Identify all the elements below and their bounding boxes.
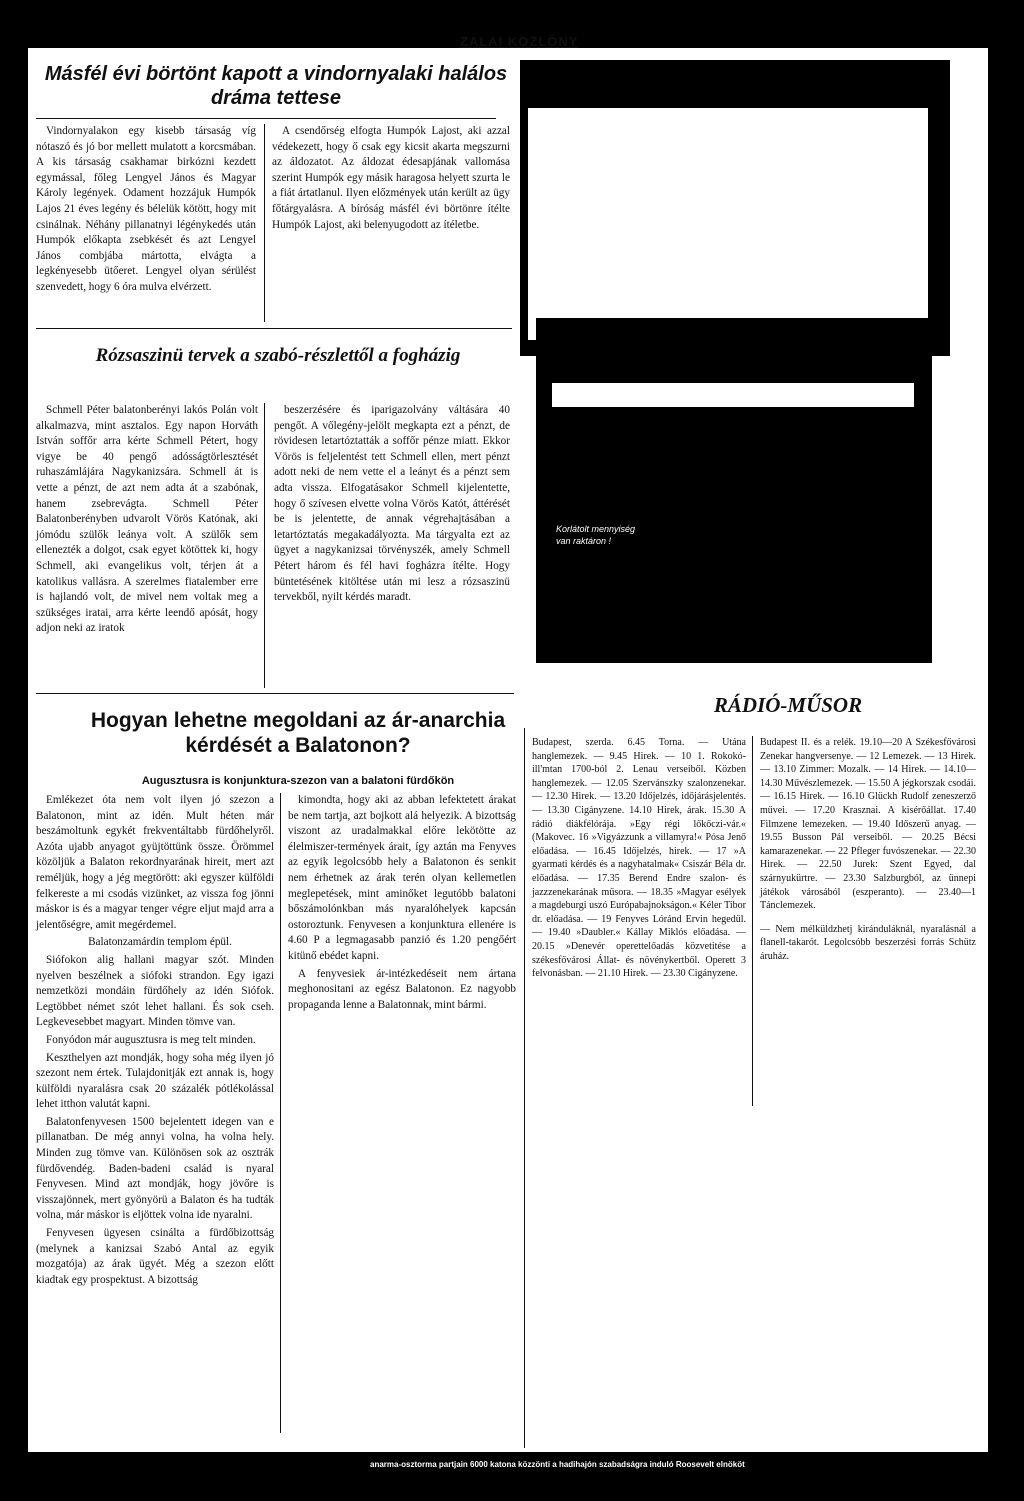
article1-title: Másfél évi börtönt kapott a vindornyalaki halálos dráma tettese: [44, 63, 508, 109]
article1-col1: [36, 124, 256, 298]
newspaper-page: [28, 34, 988, 1468]
radio-text2: Budapest II. és a relék. 19.10—20 A Székesfővárosi Zenekar hangversenye. — 12 Lemezek. — 13 Hirek. — 13.10 Zimmer: Mozalk. — 14 Hirek. — 14.10—14.30 Művészlemezek. — 15.50 A jégkorszak csodái. — 16.15 Hirek. — 16.10 Glückh Rudolf zeneszerző művei. — 17.20 Krasznai. A kisérőállat. 17.40 Filmzene lemezeken. — 19.40 Időszerű anyag. — 19.55 Busson Pál verseiből. — 20.25 Bécsi kamarazenekar. — 22 Pfleger fuvószenekar. — 22.30 Hirek. — 22.50 Jurek: Szent Egyed, dal szárnyukürtre. — 23.30 Salzburgból, az ünnepi játékok városából (eszperanto). — 23.40—1 Tánclemezek.: [760, 737, 976, 912]
radio-note: — Nem mélküldzhetj kiránduláknál, nyaralásnál a flanell-takarót. Legolcsóbb beszerzési forrás Schütz áruház.: [760, 923, 976, 962]
article1-col2: [272, 124, 510, 235]
radio-title: RÁDIÓ-MŰSOR: [713, 693, 863, 717]
article3-text1e: Balatonfenyvesen 1500 bejelentett idegen van e pillanatban. De még annyi volna, ha volna hely. Minden zug tömve van. Különösen sok az osztrák fürdővendég. Baden-badeni család is nyaral Fenyvesen. Mind azt mondják, hogy jövőre is visszajönnek, mert gyönyörü a Balaton és ha tudták volna, már máskor is eljöttek volna ide nyaralni.: [36, 1115, 274, 1222]
divider: [264, 403, 265, 688]
article3-text1f: Fenyvesen ügyesen csinálta a fürdőbizottság (melynek a kanizsai Szabó Antal az egyik mozgatója) az árak ügyét. Még a szezon előtt kiadtak egy prospektust. A bizottság: [36, 1227, 274, 1286]
ad-text-line1: Korlátolt mennyiség: [556, 524, 636, 534]
article3-text1b: Siófokon alig hallani magyar szót. Minden nyelven beszélnek a siófoki strandon. Egy igazi nemzetközi mondáin fürdőhely az idén Siófok. Legtöbbet német szót lehet hallani. És sok cseh. Legkevesebbet magyart. Minden tömve van.: [36, 953, 274, 1029]
article3-text1c: Fonyódon már augusztusra is meg telt minden.: [46, 1033, 256, 1046]
article2-col1: [36, 403, 258, 639]
radio-text1: Budapest, szerda. 6.45 Torna. — Utána hanglemezek. — 9.45 Hirek. — 10 1. Rokokó-ill'mtan 1700-ból 2. Lenau verseiből. Közben hanglemezek. — 12.05 Szervánszky szalonzenekar. — 12.30 Hirek. — 13.20 Időjelzés, időjárásjelentés. — 13.30 Cigányzene. 14.10 Hirek, árak. 15.30 A rádió diákfélórája. »Egy régi lőkőczi-vár.« (Makovec. 16 »Vigyázzunk a villamyra!« Pósa Jenő előadása. — 16.45 Időjelzés, hirek. — 17 »A gyarmati kérdés és a nagyhatalmak« Csiszár Béla dr. előadása. — 17.35 Berend Endre szalon- és jazzzenekarának műsora. — 18.35 »Magyar esélyek a magdeburgi uszó Európabajnokságon.« Kéler Tibor dr. előadása. — 19 Fenyves Lóránd Ervin hegedül. — 19.40 »Daubler.« Kállay Miklós előadása. — 20.15 »Denevér operettelőadás közvetitése a székesfővárosi Állat- és növénykertből. Operett 3 felvonásban. — 21.10 Hirek. — 23.30 Cigányzene.: [532, 737, 746, 980]
article3-text1: Emlékezet óta nem volt ilyen jó szezon a Balatonon, mint az idén. Mult héten már beszámoltunk egykét frekventáltabb fürdőhelyről. Azóta ujabb anyagot gyüjtöttünk össze. Örömmel közöljük a Balaton rekordnyarának hireit, mert azt reméljük, hogy a jég megtörött: aki egyszer külföldi felkereste a mi csodás vizünket, az vissza fog jönni máskor is és a magyar tenger végre eljut majd arra a jelentőségre, amit megérdemel.: [36, 794, 274, 931]
article3-text2b: A fenyvesiek ár-intézkedéseit nem ártana meghonositani az egész Balatonon. Ez nagyobb propaganda lenne a Balatonnak, mint bármi.: [288, 967, 516, 1011]
article2-col2: [274, 403, 510, 608]
article3-kicker: Augusztusra is konjunktura-szezon van a balatoni fürdőkön: [141, 775, 455, 787]
article1-text2: A csendőrség elfogta Humpók Lajost, aki azzal védekezett, hogy ő csak egy kicsit akarta megszurni az áldozatot. Az áldozat édesapjának vallomása szerint Humpók egy másik haragosa helyett szurta le a fiát ártatlanul. Ilyen előzmények után került az ügy főtárgyalásra. A bíróság másfél évi börtönre ítélte Humpók Lajost, aki belenyugodott az ítéletbe.: [272, 125, 510, 231]
article2-text1: Schmell Péter balatonberényi lakós Polán volt alkalmazva, mint asztalos. Egy napon Horváth István soffőr arra kérte Schmell Pétert, hogy vigye be 40 pengő adósságtörlesztését ruhaszámlájára Nagykanizsára. Schmell át is vette a pénzt, de azt nem adta át a szabónak, hanem zsebrevágta. Schmell Péter Balatonberényben udvarolt Vörös Katónak, aki jómódu szülők leánya volt. A szülők sem ellenezték a dolgot, csak egyet kötöttek ki, hogy Schmell, aki evangelikus volt, térjen át a katolikus vallásra. A szerelmes fiatalember erre is hajlandó volt, de mivel nem voltak meg a szükséges iratai, arra kérte leendő apósát, hogy adjon neki az iratok: [36, 404, 258, 635]
article2-text2: beszerzésére és iparigazolvány váltására 40 pengőt. A vőlegény-jelölt megkapta ezt a pénzt, de rövidesen letartóztatták a soffőr pénze miatt. Ekkor Vörös is feljelentést tett Schmell ellen, mert pénzt adott neki de nem vette el a leányt és a pénzt sem adta vissza. Elfogatásakor Schmell kijelentette, hogy ő szívesen elvette volna Vörös Katót, áttérését be is jelentette, de annak végrehajtásában a letartóztatás megakadályozta. Ma tárgyalta ezt az ügyet a nagykanizsai törvényszék, amely Schmell Pétert három és fél havi fogházra ítélte. Hogy büntetésének kitöltése után mi lesz a rózsaszinü tervekből, nyilt kérdés maradt.: [274, 404, 510, 604]
footer-text: anarma-osztorma partjain 6000 katona közzönti a hadihajón szabadságra induló Roosevelt elnököt: [370, 1460, 745, 1469]
radio-col2: [760, 736, 976, 966]
article3-title: Hogyan lehetne megoldani az ár-anarchia kérdését a Balatonon?: [90, 709, 506, 757]
ad-text: [556, 523, 635, 547]
top-ad-inner: [528, 108, 928, 340]
masthead: ZALAI KÖZLÖNY: [460, 34, 579, 49]
divider: [524, 728, 525, 1448]
divider: [280, 793, 281, 1433]
radio-col1: [532, 736, 746, 983]
top-ad-block: [520, 60, 950, 356]
article3-col2: [288, 793, 516, 1015]
footer-strip: [0, 1452, 1024, 1501]
divider: [752, 736, 753, 1106]
article2-title: Rózsaszinü tervek a szabó-részlettől a fogházig: [95, 345, 461, 366]
ad-text-line2: van raktáron !: [556, 536, 612, 546]
divider: [36, 693, 514, 694]
divider: [36, 328, 512, 329]
ad-box: [536, 318, 932, 663]
article3-text1d: Keszthelyen azt mondják, hogy soha még ilyen jó szezont nem értek. Tulajdonitják ezt annak is, hogy külföldi nyaralásra csak 20 százalék pótlékolással lehet itthon valutát kapni.: [36, 1051, 274, 1111]
article3-text2: kimondta, hogy aki az abban lefektetett árakat be nem tartja, azt bojkott alá helyezik. A bizottság viszont az uradalmakkal előre lekötötte az élelmiszer-termények árait, így aztán ma Fenyves az egyik legolcsóbb hely a Balatonon és senkit nem érhetnek az árak terén olyan kellemetlen meglepetések, mint aminőket legutóbb balatoni bőszámolónkban más nyaralóhelyek kapcsán ostoroztunk. Fenyvesen a konjunktura ellenére is 4.60 P a legmagasabb panzió és 1.20 pengőért kitünő ebédet kapni.: [288, 794, 516, 962]
divider: [36, 118, 496, 119]
article1-text1: Vindornyalakon egy kisebb társaság víg nótaszó és jó bor mellett mulatott a korcsmában. A kis társaság csakhamar birkózni kezdett egymással, főleg Lengyel János és Magyar Károly legények. Odament hozzájuk Humpók Lajos 21 éves legény és bélelük kötött, hogy mit csinálnak. Néhány pillanatnyi légénykedés után Humpók előkapta zsebkését és azt Lengyel János combjába mártotta, elvágta a legkényesebb ütőeret. Lengyel olyan sérülést szenvedett, hogy 6 óra mulva elvérzett.: [36, 125, 256, 293]
article3-subhead: Balatonzamárdin templom épül.: [88, 936, 232, 949]
divider: [264, 124, 265, 322]
ad-bar: [552, 383, 914, 407]
article3-col1: [36, 793, 274, 1290]
